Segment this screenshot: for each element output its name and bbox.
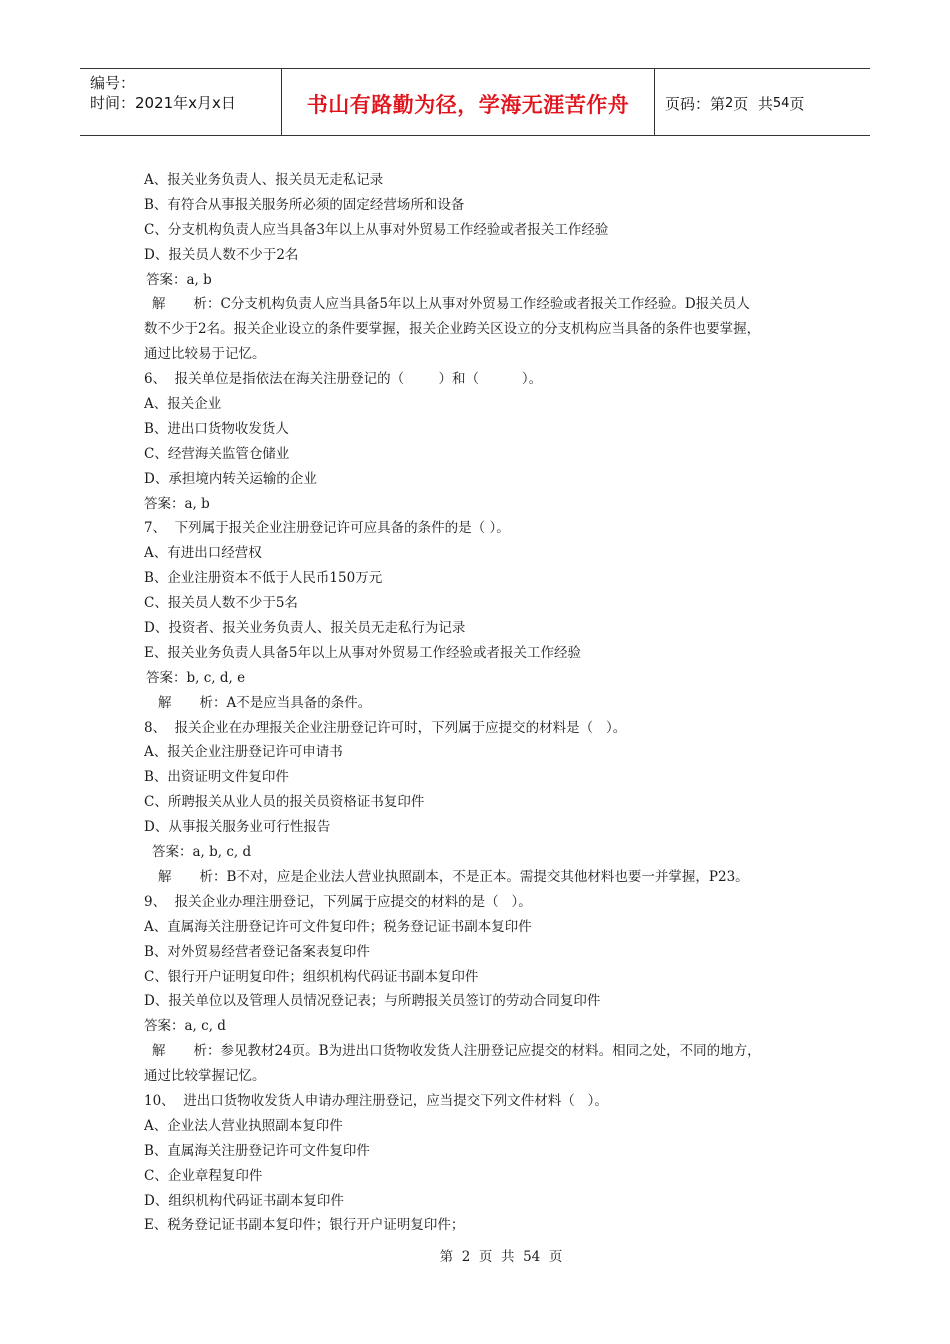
option-line: C、银行开户证明复印件；组织机构代码证书副本复印件 — [144, 968, 479, 985]
analysis-line — [144, 1039, 810, 1064]
question-line: 10、 进出口货物收发货人申请办理注册登记，应当提交下列文件材料（ ）。 — [144, 1092, 608, 1109]
option-line: D、投资者、报关业务负责人、报关员无走私行为记录 — [144, 620, 466, 637]
option-line: D、承担境内转关运输的企业 — [144, 470, 317, 487]
option-line: D、组织机构代码证书副本复印件 — [144, 1192, 344, 1209]
answer-line: 答案：a, b — [146, 271, 212, 288]
option-line: C、经营海关监管仓储业 — [144, 445, 290, 462]
analysis-line — [144, 865, 810, 890]
page-mid: 页 共 — [733, 94, 773, 113]
question-line: 7、 下列属于报关企业注册登记许可应具备的条件的是（ ）。 — [144, 520, 510, 537]
option-line: B、直属海关注册登记许可文件复印件 — [144, 1142, 370, 1159]
option-line: C、企业章程复印件 — [144, 1167, 263, 1184]
option-line: A、企业法人营业执照副本复印件 — [144, 1117, 343, 1134]
answer-line: 答案：b, c, d, e — [146, 669, 246, 686]
option-line: C、所聘报关从业人员的报关员资格证书复印件 — [144, 794, 425, 811]
option-line: A、报关企业注册登记许可申请书 — [144, 744, 343, 761]
header-motto-cell — [282, 69, 655, 135]
analysis-text: 析：A不是应当具备的条件。 — [199, 694, 372, 711]
answer-line: 答案：a, b — [144, 495, 210, 512]
option-line: A、报关业务负责人、报关员无走私记录 — [144, 172, 384, 188]
analysis-line — [144, 292, 810, 317]
header-page-info — [655, 69, 870, 135]
analysis-prefix: 解 — [152, 1043, 166, 1060]
motto: 书山有路勤为径，学海无涯苦作舟 — [306, 93, 630, 117]
question-line: 6、 报关单位是指依法在海关注册登记的（ ）和（ ）。 — [144, 371, 543, 388]
option-line: D、报关单位以及管理人员情况登记表；与所聘报关员签订的劳动合同复印件 — [144, 993, 601, 1010]
option-line: B、对外贸易经营者登记备案表复印件 — [144, 943, 370, 960]
analysis-prefix: 解 — [152, 296, 166, 313]
option-line: B、出资证明文件复印件 — [144, 769, 289, 786]
answer-line: 答案：a, b, c, d — [152, 844, 252, 861]
page-prefix: 页码：第 — [665, 94, 726, 113]
analysis-line: 数不少于2名。报关企业设立的条件要掌握，报关企业跨关区设立的分支机构应当具备的条件也要掌握， — [144, 321, 761, 338]
option-line: B、有符合从事报关服务所必须的固定经营场所和设备 — [144, 196, 465, 213]
option-line: B、进出口货物收发货人 — [144, 420, 289, 437]
option-line: E、报关业务负责人具备5年以上从事对外贸易工作经验或者报关工作经验 — [144, 644, 581, 661]
page-total: 54 — [772, 95, 790, 111]
question-line: 9、 报关企业办理注册登记，下列属于应提交的材料的是（ ）。 — [144, 893, 532, 910]
option-line: D、报关员人数不少于2名 — [144, 246, 299, 263]
answer-line: 答案：a, c, d — [144, 1018, 226, 1035]
page-suffix: 页 — [789, 94, 805, 113]
document-body — [144, 168, 810, 1238]
option-line: C、分支机构负责人应当具备3年以上从事对外贸易工作经验或者报关工作经验 — [144, 221, 609, 238]
option-line: C、报关员人数不少于5名 — [144, 595, 298, 612]
header-meta — [80, 69, 282, 135]
page-number: 2 — [725, 95, 734, 111]
analysis-prefix: 解 — [158, 868, 172, 885]
analysis-text: 析：B不对，应是企业法人营业执照副本，不是正本。需提交其他材料也要一并掌握，P23。 — [199, 868, 749, 885]
analysis-text: 析：参见教材24页。B为进出口货物收发货人注册登记应提交的材料。相同之处，不同的地方， — [193, 1043, 761, 1060]
analysis-line: 通过比较易于记忆。 — [144, 346, 266, 363]
number-label: 编号： — [90, 74, 136, 92]
analysis-text: 析：C分支机构负责人应当具备5年以上从事对外贸易工作经验或者报关工作经验。D报关员人 — [193, 296, 750, 313]
option-line: D、从事报关服务业可行性报告 — [144, 819, 331, 836]
date-label: 时间：2021年x月x日 — [90, 94, 236, 112]
page-footer: 第 2 页 共 54 页 — [439, 1249, 563, 1265]
option-line: A、有进出口经营权 — [144, 545, 262, 562]
question-line: 8、 报关企业在办理报关企业注册登记许可时，下列属于应提交的材料是（ ）。 — [144, 719, 627, 736]
option-line: E、税务登记证书副本复印件；银行开户证明复印件； — [144, 1217, 465, 1234]
analysis-line: 通过比较掌握记忆。 — [144, 1068, 266, 1085]
analysis-prefix: 解 — [158, 694, 172, 711]
page-header — [80, 68, 870, 136]
analysis-line — [144, 691, 810, 716]
option-line: A、直属海关注册登记许可文件复印件；税务登记证书副本复印件 — [144, 918, 532, 935]
option-line: A、报关企业 — [144, 396, 222, 413]
option-line: B、企业注册资本不低于人民币150万元 — [144, 570, 383, 587]
